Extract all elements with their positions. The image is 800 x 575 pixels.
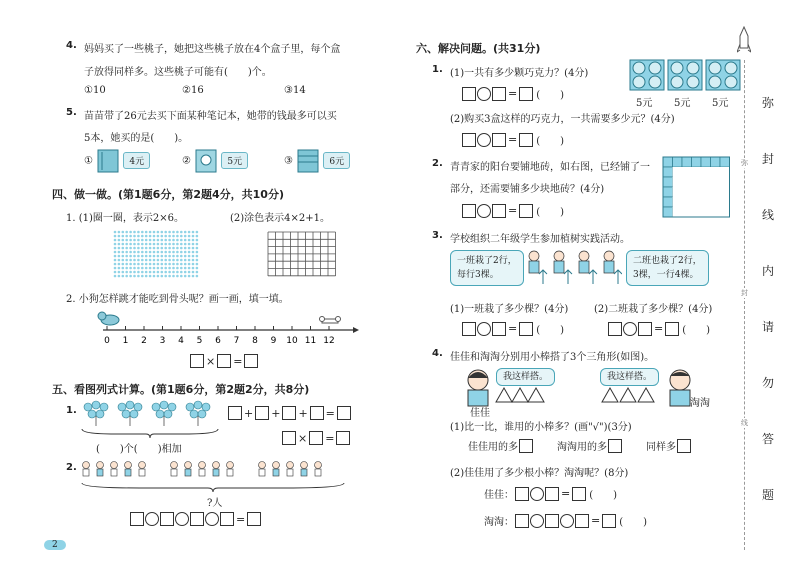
r-q1-part2: (2)购买3盒这样的巧克力，一共需要多少元？(4分) — [450, 114, 675, 125]
r-q1b-answer: = ( ) — [462, 132, 564, 147]
sec5-q1-sum: + + + = — [228, 406, 351, 420]
answer-box[interactable] — [519, 87, 533, 101]
answer-box[interactable] — [492, 133, 506, 147]
notebook-icon — [96, 148, 120, 174]
operator-circle[interactable] — [477, 87, 491, 101]
q5-number: 5. — [66, 107, 77, 118]
tick-label: 10 — [286, 336, 298, 346]
answer-box[interactable] — [244, 354, 258, 368]
section-6-title: 六、解决问题。(共31分) — [416, 42, 541, 55]
operator-circle[interactable] — [175, 512, 189, 526]
r-q4-text: 佳佳和淘淘分别用小棒搭了3个三角形(如图)。 — [450, 352, 655, 363]
r-q1-part1: (1)一共有多少颗巧克力？(4分) — [450, 68, 589, 79]
option-marker: ② — [182, 155, 191, 167]
tick-label: 9 — [270, 336, 277, 346]
check-box[interactable] — [519, 439, 533, 453]
answer-box[interactable] — [220, 512, 234, 526]
r-q1-number: 1. — [432, 64, 443, 75]
speech-bubble-class2: 二班也栽了2行， 3棵，一行4棵。 — [626, 250, 709, 286]
answer-box[interactable] — [515, 487, 529, 501]
chocolate-boxes — [628, 58, 748, 92]
margin-char: 线 — [762, 208, 775, 222]
margin-char: 题 — [762, 488, 775, 502]
answer-box[interactable] — [255, 406, 269, 420]
operator-circle[interactable] — [530, 514, 544, 528]
tick-label: 12 — [323, 336, 335, 346]
child-figure — [199, 462, 206, 477]
notebook-icon — [296, 148, 320, 174]
dot-grid[interactable] — [113, 230, 199, 278]
notebook-option-2 — [182, 148, 248, 174]
answer-box[interactable] — [130, 512, 144, 526]
answer-box[interactable] — [190, 512, 204, 526]
tick-label: 3 — [159, 336, 166, 346]
tick-label: 7 — [233, 336, 240, 346]
answer-box[interactable] — [492, 322, 506, 336]
answer-box[interactable] — [247, 512, 261, 526]
notebook-icon — [194, 148, 218, 174]
child-figure — [125, 462, 132, 477]
chocolate-box — [668, 60, 702, 90]
taotao-answer: 淘淘： = ( ) — [484, 514, 648, 528]
r-q3-number: 3. — [432, 230, 443, 241]
name-taotao: 淘淘 — [690, 398, 710, 409]
operator-circle[interactable] — [477, 204, 491, 218]
answer-box[interactable] — [665, 322, 679, 336]
child-figure — [213, 462, 220, 477]
answer-box[interactable] — [309, 431, 323, 445]
answer-box[interactable] — [519, 322, 533, 336]
tick-label: 11 — [304, 336, 317, 346]
child-figure — [315, 462, 322, 477]
answer-box[interactable] — [462, 133, 476, 147]
r-q4-part2: (2)佳佳用了多少根小棒？淘淘呢？(8分) — [450, 468, 629, 479]
r-q3-part2: (2)二班栽了多少棵？(4分) — [594, 304, 713, 315]
r-q2-line1: 青青家的阳台要铺地砖，如右图，已经铺了一 — [450, 162, 650, 173]
answer-box[interactable] — [608, 322, 622, 336]
q4-option-2: ②16 — [182, 85, 204, 96]
jiajia-answer: 佳佳： = ( ) — [484, 487, 618, 501]
margin-char: 请 — [762, 320, 775, 334]
q4-text-line2: 子放得同样多。这些桃子可能有( )个。 — [84, 67, 272, 78]
answer-box[interactable] — [575, 514, 589, 528]
child-figure — [111, 462, 118, 477]
tick-label: 8 — [252, 336, 258, 346]
taotao-triangles — [600, 386, 662, 404]
sec4-q1-part2: (2)涂色表示4×2+1。 — [230, 213, 331, 224]
r-q4-number: 4. — [432, 348, 443, 359]
child-figure — [259, 462, 266, 477]
child-figure — [97, 462, 104, 477]
price-label: 5元 — [221, 152, 248, 169]
operator-circle[interactable] — [530, 487, 544, 501]
child-figure — [185, 462, 192, 477]
r-q3-part1: (1)一班栽了多少棵？(4分) — [450, 304, 569, 315]
r-q1a-answer: = ( ) — [462, 86, 564, 101]
sec5-q2-answer: = — [130, 512, 261, 526]
sec5-q2-label: ?人 — [207, 498, 223, 509]
answer-box[interactable] — [492, 204, 506, 218]
children-groups — [78, 460, 348, 482]
r-q3-text: 学校组织二年级学生参加植树实践活动。 — [450, 234, 630, 245]
section-5-title: 五、看图列式计算。(第1题6分，第2题2分，共8分) — [52, 383, 310, 396]
notebook-option-1 — [84, 148, 150, 174]
tick-label: 5 — [196, 336, 203, 346]
option-marker: ③ — [284, 155, 293, 167]
child-figure — [273, 462, 280, 477]
jiajia-speech: 我这样搭。 — [496, 368, 555, 386]
chocolate-box — [706, 60, 740, 90]
answer-box[interactable] — [282, 431, 296, 445]
option-marker: ① — [84, 155, 93, 167]
tick-label: 2 — [141, 336, 147, 346]
sec4-q1-part1: 1. (1)圈一圈，表示2×6。 — [66, 213, 184, 224]
price-label: 6元 — [323, 152, 350, 169]
coloring-grid[interactable] — [266, 230, 336, 278]
jiajia-triangles — [494, 386, 556, 404]
margin-char: 答 — [762, 432, 775, 446]
operator-circle[interactable] — [145, 512, 159, 526]
tick-label: 0 — [104, 336, 110, 346]
sec5-q2-number: 2. — [66, 462, 77, 473]
answer-box[interactable] — [638, 322, 652, 336]
sec5-q1-number: 1. — [66, 405, 77, 416]
balloon-group — [186, 401, 210, 426]
margin-small-char: 封 — [741, 289, 748, 297]
tick-label: 6 — [215, 336, 221, 346]
check-box[interactable] — [608, 439, 622, 453]
girl-jiajia-avatar — [458, 366, 498, 408]
sec5-q1-label: ( )个( )相加 — [96, 444, 182, 455]
section-4-title: 四、做一做。(第1题6分，第2题4分，共10分) — [52, 188, 284, 201]
answer-box[interactable] — [462, 204, 476, 218]
answer-box[interactable] — [337, 406, 351, 420]
sec4-q2-answer: × = — [190, 354, 258, 368]
bone-icon — [320, 317, 341, 324]
answer-box[interactable] — [160, 512, 174, 526]
answer-box[interactable] — [602, 514, 616, 528]
notebook-option-3 — [284, 148, 350, 174]
price-3: 5元 — [712, 98, 729, 109]
operator-circle[interactable] — [560, 514, 574, 528]
price-2: 5元 — [674, 98, 691, 109]
q5-text-line1: 苗苗带了26元去买下面某种笔记本，她带的钱最多可以买 — [84, 111, 337, 122]
tick-label: 1 — [122, 336, 129, 346]
answer-box[interactable] — [545, 487, 559, 501]
taotao-speech: 我这样搭。 — [600, 368, 659, 386]
number-line[interactable] — [95, 308, 365, 348]
margin-char: 封 — [762, 152, 775, 166]
planting-kids-illustration — [522, 248, 622, 288]
answer-box[interactable] — [545, 514, 559, 528]
answer-box[interactable] — [217, 354, 231, 368]
answer-box[interactable] — [519, 204, 533, 218]
answer-box[interactable] — [492, 87, 506, 101]
margin-char: 弥 — [762, 96, 775, 110]
child-figure — [83, 462, 90, 477]
q4-number: 4. — [66, 40, 77, 51]
child-figure — [171, 462, 178, 477]
child-figure — [227, 462, 234, 477]
operator-circle[interactable] — [205, 512, 219, 526]
operator-circle[interactable] — [477, 322, 491, 336]
planting-child — [529, 251, 547, 284]
q4-option-1: ①10 — [84, 85, 106, 96]
margin-small-char: 线 — [741, 419, 748, 427]
compare-choices: 佳佳用的多 淘淘用的多 同样多 — [468, 438, 691, 453]
rocket-icon — [737, 26, 751, 56]
margin-char: 勿 — [762, 376, 775, 390]
balloon-group — [84, 401, 108, 426]
r-q3a-answer: = ( ) — [462, 321, 564, 336]
chocolate-box — [630, 60, 664, 90]
answer-box[interactable] — [462, 322, 476, 336]
balloon-group — [118, 401, 142, 426]
margin-char: 内 — [762, 264, 775, 278]
r-q4-part1: (1)比一比，谁用的小棒多？(画"√")(3分) — [450, 422, 632, 433]
sec4-q2-text: 2. 小狗怎样跳才能吃到骨头呢？画一画，填一填。 — [66, 294, 289, 305]
child-figure — [139, 462, 146, 477]
check-box[interactable] — [677, 439, 691, 453]
r-q2-line2: 部分，还需要铺多少块地砖？(4分) — [450, 184, 605, 195]
child-figure — [287, 462, 294, 477]
tick-label: 4 — [178, 336, 184, 346]
r-q3b-answer: = ( ) — [608, 321, 710, 336]
page-number: 2 — [44, 540, 66, 550]
answer-box[interactable] — [519, 133, 533, 147]
answer-box[interactable] — [282, 406, 296, 420]
speech-bubble-class1: 一班栽了2行， 每行3棵。 — [450, 250, 524, 286]
balloon-group — [152, 401, 176, 426]
answer-box[interactable] — [336, 431, 350, 445]
answer-box[interactable] — [190, 354, 204, 368]
margin-small-char: 弥 — [741, 159, 748, 167]
sec5-q1-product: × = — [282, 431, 350, 445]
r-q2-number: 2. — [432, 158, 443, 169]
q5-text-line2: 5本，她买的是( )。 — [84, 133, 189, 144]
operator-circle[interactable] — [623, 322, 637, 336]
answer-box[interactable] — [228, 406, 242, 420]
q4-option-3: ③14 — [284, 85, 306, 96]
answer-box[interactable] — [515, 514, 529, 528]
planting-child — [554, 251, 572, 284]
answer-box[interactable] — [310, 406, 324, 420]
dog-icon — [98, 312, 119, 325]
brace — [80, 428, 220, 438]
price-1: 5元 — [636, 98, 653, 109]
child-figure — [301, 462, 308, 477]
name-jiajia: 佳佳 — [470, 408, 490, 419]
r-q2-answer: = ( ) — [462, 203, 564, 218]
planting-child — [579, 251, 597, 284]
answer-box[interactable] — [462, 87, 476, 101]
brace-2 — [80, 482, 346, 492]
balloon-groups — [80, 398, 220, 428]
tile-grid — [662, 156, 732, 220]
price-label: 4元 — [123, 152, 150, 169]
q4-text-line1: 妈妈买了一些桃子，她把这些桃子放在4个盒子里，每个盒 — [84, 44, 341, 55]
operator-circle[interactable] — [477, 133, 491, 147]
seal-line — [744, 60, 745, 550]
planting-child — [604, 251, 622, 284]
answer-box[interactable] — [572, 487, 586, 501]
